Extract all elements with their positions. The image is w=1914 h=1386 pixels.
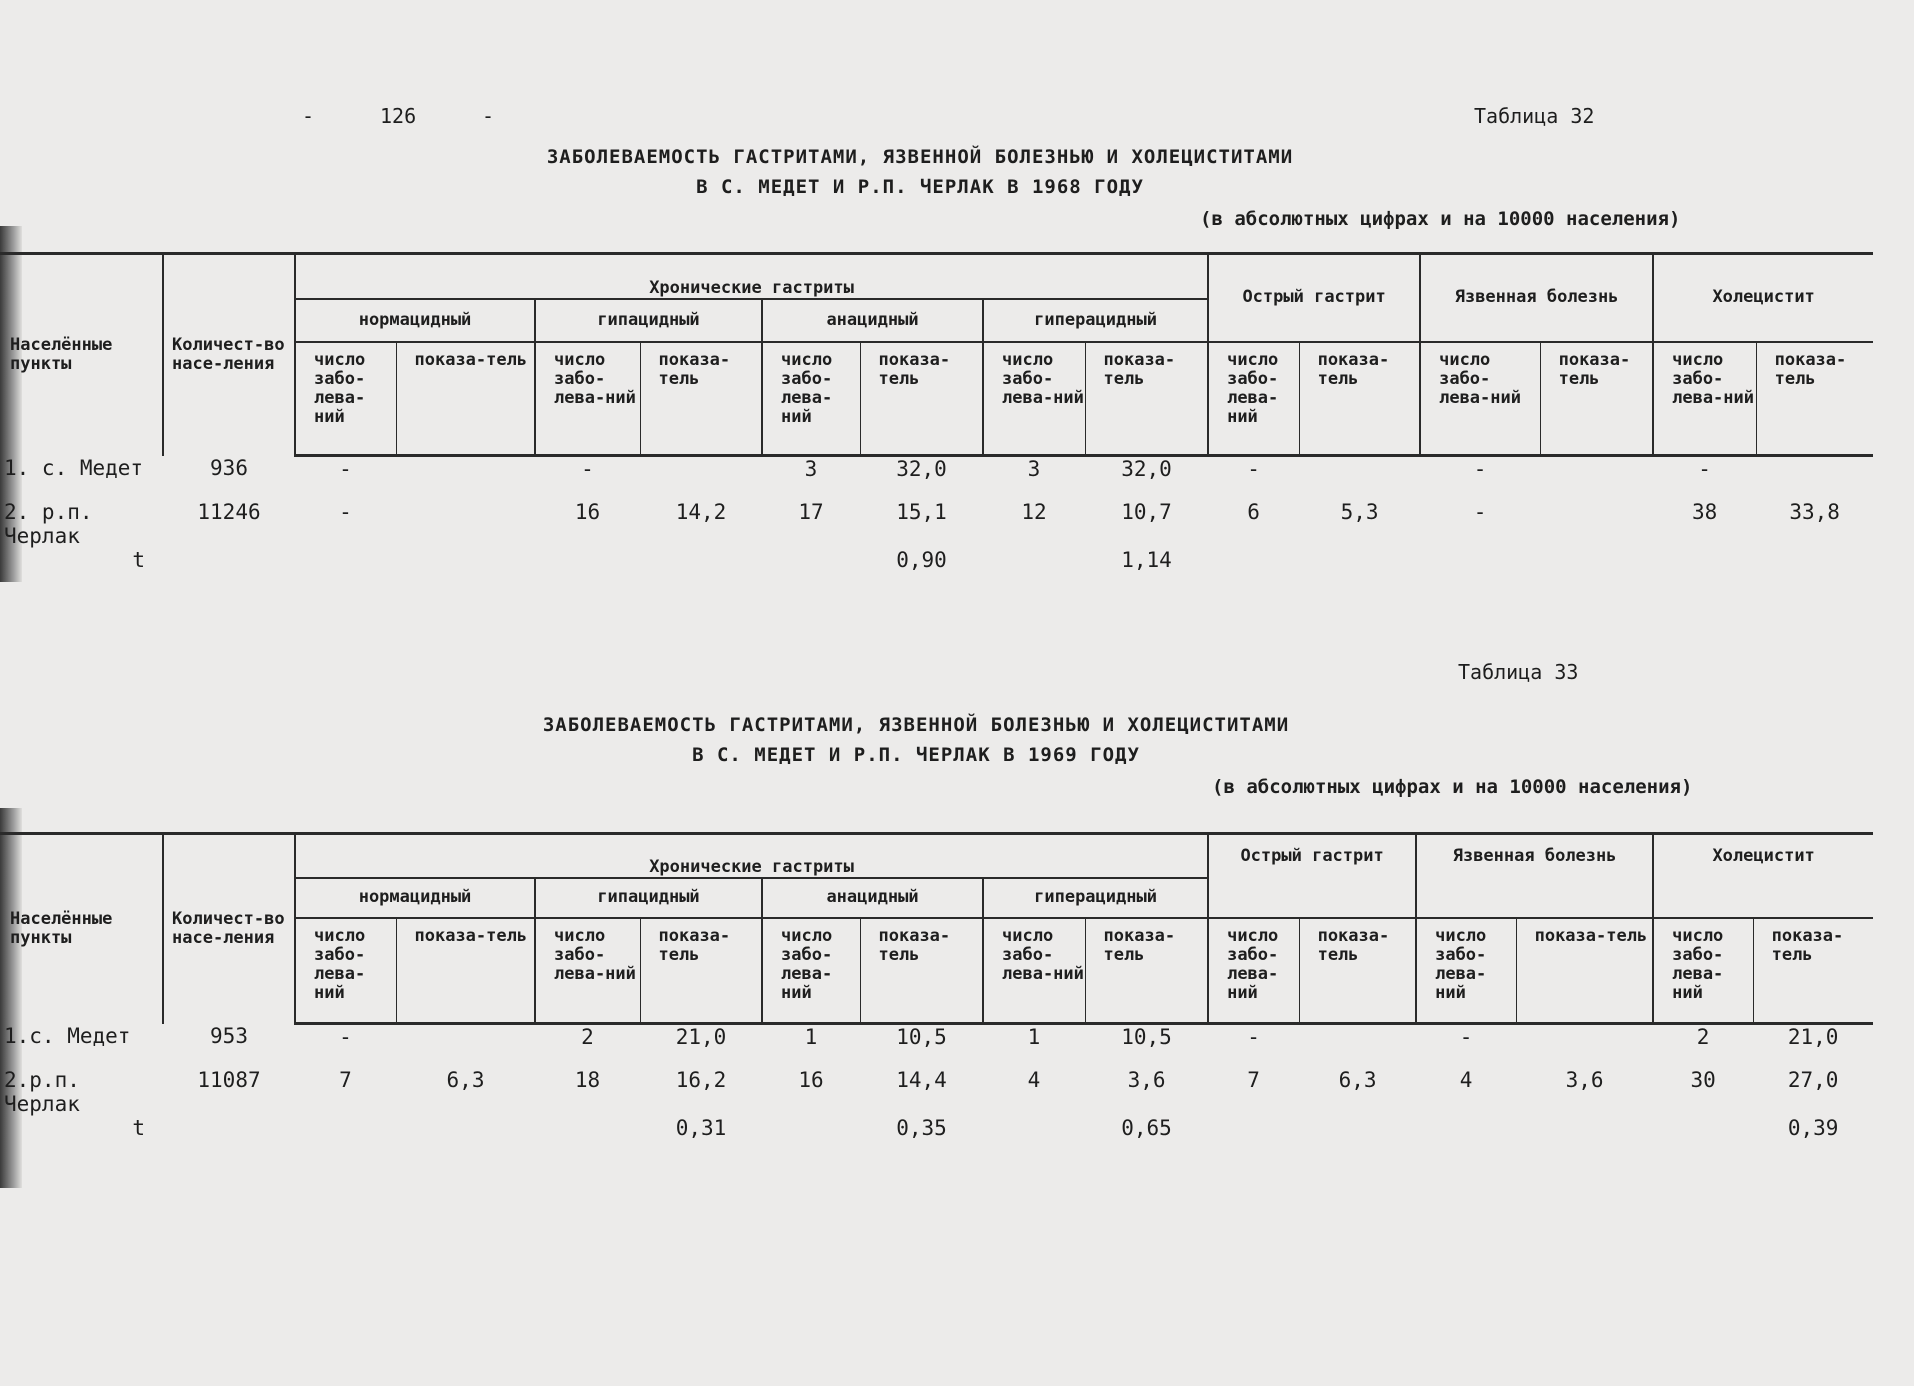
- cases-value: 4: [1459, 1068, 1473, 1092]
- header-cholecystitis: Холецистит: [1653, 834, 1873, 918]
- rate-value: 0,35: [896, 1116, 947, 1140]
- header-cases: число забо-лева-ний: [1653, 342, 1756, 456]
- table-33-units: (в абсолютных цифрах и на 10000 населения): [1212, 776, 1693, 798]
- cases-value: [295, 548, 396, 591]
- rate-value: 32,0: [896, 457, 947, 481]
- cases-value: 38: [1691, 500, 1718, 524]
- table-row: [0, 1116, 1873, 1159]
- cases-value: 18: [574, 1068, 601, 1092]
- population-value: 11087: [197, 1068, 261, 1092]
- cases-value: [762, 548, 860, 591]
- cases-value: 30: [1690, 1068, 1716, 1092]
- rate-value: [1756, 456, 1873, 501]
- cases-value: -: [339, 500, 352, 524]
- header-cases: число забо-лева-ний: [1420, 342, 1540, 456]
- cases-value: -: [1459, 1025, 1473, 1049]
- rate-value: 32,0: [1121, 457, 1172, 481]
- header-hypacid: гипацидный: [535, 878, 762, 918]
- table-row: [0, 1024, 1873, 1069]
- settlement-name: 2.р.п. Черлак: [4, 1068, 80, 1116]
- header-cases: число забо-лева-ний: [535, 918, 640, 1024]
- rate-value: 0,90: [896, 548, 947, 572]
- rate-value: 0,39: [1787, 1116, 1839, 1140]
- rate-value: [396, 500, 535, 548]
- header-rate: показа-тель: [396, 918, 535, 1024]
- rate-value: 27,0: [1787, 1068, 1839, 1092]
- table-row: [0, 456, 1873, 501]
- cases-value: -: [1247, 1025, 1260, 1049]
- table-32-title-line2: В С. МЕДЕТ И Р.П. ЧЕРЛАК В 1968 ГОДУ: [696, 176, 1144, 198]
- header-population: Количест-во насе-ления: [163, 834, 295, 1024]
- cases-value: -: [1473, 457, 1487, 481]
- header-rate: показа-тель: [1753, 918, 1873, 1024]
- rate-value: [1540, 456, 1653, 501]
- header-ulcer: Язвенная болезнь: [1420, 254, 1653, 342]
- header-cases: число забо-лева-ний: [1653, 918, 1753, 1024]
- header-ulcer: Язвенная болезнь: [1416, 834, 1653, 918]
- cases-value: 3: [1027, 457, 1041, 481]
- cases-value: [535, 548, 640, 591]
- table-33: [0, 832, 1873, 1159]
- rate-value: [396, 548, 535, 591]
- rate-value: 21,0: [1787, 1025, 1839, 1049]
- page-dash-left: -: [302, 104, 315, 128]
- header-cases: число забо-лева-ний: [762, 342, 860, 456]
- header-rate: показа-тель: [860, 918, 983, 1024]
- rate-value: 10,7: [1121, 500, 1172, 524]
- cases-value: [983, 548, 1085, 591]
- cases-value: [295, 1116, 396, 1159]
- population-value: 936: [210, 455, 248, 480]
- rate-value: 14,4: [896, 1068, 947, 1092]
- rate-value: 3,6: [1127, 1068, 1166, 1092]
- rate-value: 15,1: [896, 500, 947, 524]
- cases-value: [1208, 1116, 1299, 1159]
- header-cases: число забо-лева-ний: [983, 342, 1085, 456]
- table-32: [0, 252, 1873, 591]
- rate-value: 0,65: [1121, 1116, 1172, 1140]
- table-32-label: Таблица 32: [1474, 104, 1595, 128]
- cases-value: [1420, 548, 1540, 591]
- header-cases: число забо-лева-ний: [295, 342, 396, 456]
- cases-value: 2: [581, 1025, 594, 1049]
- header-hyperacid: гиперацидный: [983, 299, 1208, 342]
- header-chronic-gastritis: Хронические гастриты: [295, 834, 1208, 878]
- population-value: 953: [210, 1023, 248, 1048]
- rate-value: [640, 548, 762, 591]
- header-chronic-gastritis: Хронические гастриты: [295, 254, 1208, 299]
- header-rate: показа-тель: [860, 342, 983, 456]
- cases-value: -: [1473, 500, 1487, 524]
- cases-value: 17: [798, 500, 824, 524]
- rate-value: [396, 1024, 535, 1069]
- cases-value: 4: [1027, 1068, 1041, 1092]
- table-33-title-line2: В С. МЕДЕТ И Р.П. ЧЕРЛАК В 1969 ГОДУ: [692, 744, 1140, 766]
- rate-value: 6,3: [1338, 1068, 1377, 1092]
- page-dash-right: -: [482, 104, 495, 128]
- population-value: [163, 1116, 295, 1159]
- header-cases: число забо-лева-ний: [1208, 918, 1299, 1024]
- cases-value: [1653, 1116, 1753, 1159]
- rate-value: [1516, 1024, 1653, 1069]
- rate-value: 33,8: [1789, 500, 1840, 524]
- rate-value: 14,2: [675, 500, 727, 524]
- header-hypacid: гипацидный: [535, 299, 762, 342]
- cases-value: -: [339, 457, 352, 481]
- cases-value: [1416, 1116, 1516, 1159]
- table-32-body: [0, 456, 1873, 592]
- rate-value: [1756, 548, 1873, 591]
- settlement-name: 2. р.п. Черлак: [4, 500, 93, 548]
- cases-value: 6: [1247, 500, 1260, 524]
- cases-value: 12: [1021, 500, 1047, 524]
- header-hyperacid: гиперацидный: [983, 878, 1208, 918]
- header-cases: число забо-лева-ний: [1208, 342, 1299, 456]
- header-rate: показа-тель: [1299, 342, 1420, 456]
- cases-value: 1: [804, 1025, 818, 1049]
- header-acute-gastritis: Острый гастрит: [1208, 254, 1420, 342]
- header-rate: показа-тель: [1756, 342, 1873, 456]
- header-acute-gastritis: Острый гастрит: [1208, 834, 1416, 918]
- header-cases: число забо-лева-ний: [535, 342, 640, 456]
- header-settlements: Населённые пункты: [0, 254, 163, 456]
- cases-value: [1208, 548, 1299, 591]
- rate-value: [640, 456, 762, 501]
- cases-value: -: [581, 457, 594, 481]
- header-normacid: нормацидный: [295, 299, 535, 342]
- cases-value: [983, 1116, 1085, 1159]
- table-row: [0, 548, 1873, 591]
- cases-value: [762, 1116, 860, 1159]
- rate-value: [396, 456, 535, 501]
- cases-value: -: [1698, 457, 1711, 481]
- settlement-name: t: [132, 1116, 145, 1140]
- header-cases: число забо-лева-ний: [762, 918, 860, 1024]
- rate-value: 16,2: [675, 1068, 727, 1092]
- rate-value: 0,31: [675, 1116, 727, 1140]
- settlement-name: t: [132, 548, 145, 572]
- cases-value: 3: [804, 457, 818, 481]
- rate-value: [1540, 548, 1653, 591]
- header-cholecystitis: Холецистит: [1653, 254, 1873, 342]
- rate-value: 3,6: [1565, 1068, 1604, 1092]
- cases-value: 7: [1247, 1068, 1260, 1092]
- table-32-title-line1: ЗАБОЛЕВАЕМОСТЬ ГАСТРИТАМИ, ЯЗВЕННОЙ БОЛЕЗНЬЮ И ХОЛЕЦИСТИТАМИ: [546, 146, 1294, 168]
- rate-value: 6,3: [446, 1068, 485, 1092]
- cases-value: 16: [574, 500, 601, 524]
- rate-value: 10,5: [1121, 1025, 1172, 1049]
- rate-value: 1,14: [1121, 548, 1172, 572]
- header-rate: показа-тель: [1516, 918, 1653, 1024]
- cases-value: -: [1247, 457, 1260, 481]
- header-population: Количест-во насе-ления: [163, 254, 295, 456]
- table-33-label: Таблица 33: [1458, 660, 1579, 684]
- rate-value: [1516, 1116, 1653, 1159]
- cases-value: [1653, 548, 1756, 591]
- rate-value: [1299, 1024, 1416, 1069]
- header-rate: показа-тель: [396, 342, 535, 456]
- header-rate: показа-тель: [1299, 918, 1416, 1024]
- header-rate: показа-тель: [640, 918, 762, 1024]
- table-33-body: [0, 1024, 1873, 1160]
- rate-value: 21,0: [675, 1025, 727, 1049]
- table-33-title-line1: ЗАБОЛЕВАЕМОСТЬ ГАСТРИТАМИ, ЯЗВЕННОЙ БОЛЕЗНЬЮ И ХОЛЕЦИСТИТАМИ: [542, 714, 1290, 736]
- header-anacid: анацидный: [762, 299, 983, 342]
- cases-value: [535, 1116, 640, 1159]
- population-value: 11246: [197, 500, 261, 524]
- header-rate: показа-тель: [640, 342, 762, 456]
- header-anacid: анацидный: [762, 878, 983, 918]
- settlement-name: 1. с. Медет: [4, 455, 144, 480]
- cases-value: 7: [339, 1068, 352, 1092]
- rate-value: [1299, 548, 1420, 591]
- rate-value: [1299, 456, 1420, 501]
- cases-value: 16: [798, 1068, 824, 1092]
- rate-value: 10,5: [896, 1025, 947, 1049]
- table-row: [0, 1068, 1873, 1116]
- header-rate: показа-тель: [1085, 918, 1208, 1024]
- table-row: [0, 500, 1873, 548]
- cases-value: 1: [1027, 1025, 1041, 1049]
- rate-value: [396, 1116, 535, 1159]
- page-number: 126: [380, 104, 417, 128]
- cases-value: 2: [1696, 1025, 1710, 1049]
- header-cases: число забо-лева-ний: [983, 918, 1085, 1024]
- header-rate: показа-тель: [1540, 342, 1653, 456]
- table-32-units: (в абсолютных цифрах и на 10000 населения): [1200, 208, 1681, 230]
- cases-value: -: [339, 1025, 352, 1049]
- header-normacid: нормацидный: [295, 878, 535, 918]
- settlement-name: 1.с. Медет: [4, 1023, 131, 1048]
- header-cases: число забо-лева-ний: [295, 918, 396, 1024]
- header-rate: показа-тель: [1085, 342, 1208, 456]
- rate-value: 5,3: [1340, 500, 1379, 524]
- header-cases: число забо-лева-ний: [1416, 918, 1516, 1024]
- rate-value: [1299, 1116, 1416, 1159]
- rate-value: [1540, 500, 1653, 548]
- header-settlements: Населённые пункты: [0, 834, 163, 1024]
- population-value: [163, 548, 295, 591]
